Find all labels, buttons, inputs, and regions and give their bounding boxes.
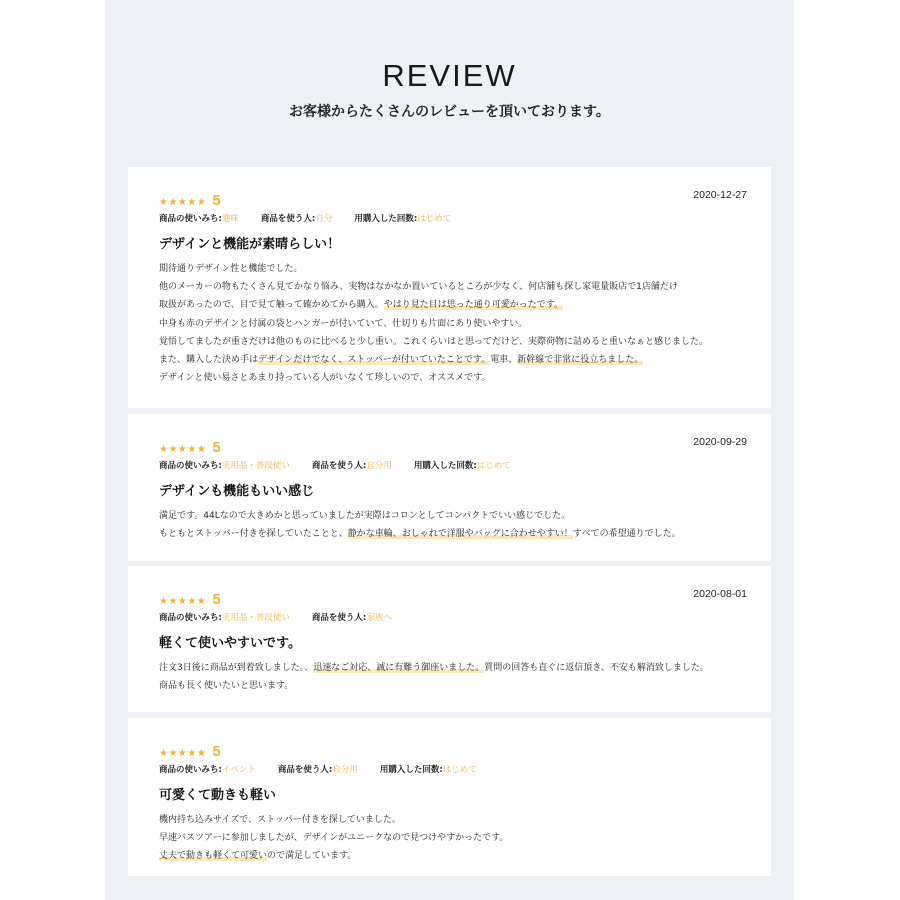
review-body xyxy=(159,507,771,543)
meta-label: 商品の使いみち: xyxy=(159,461,222,471)
meta-item xyxy=(159,212,239,224)
review-meta xyxy=(159,212,771,224)
meta-value: 実用品・普段使い xyxy=(221,613,290,623)
review-text: 機内持ち込みサイズで、ストッパー付きを探していました。 xyxy=(159,815,401,825)
meta-value: 自分用 xyxy=(366,461,392,471)
meta-value: 家族へ xyxy=(366,613,392,623)
review-line xyxy=(159,659,771,677)
review-title: デザインと機能が素晴らしい！ xyxy=(159,237,341,252)
highlighted-text: デザインだけでなく、ストッパーが付いていたことです。 xyxy=(258,355,491,366)
review-text: 期待通りデザイン性と機能でした。 xyxy=(159,264,303,274)
meta-label: 商品を使う人: xyxy=(311,613,367,623)
review-line xyxy=(159,278,771,296)
review-line xyxy=(159,829,771,847)
review-date: 2020-08-01 xyxy=(693,588,747,600)
review-body xyxy=(159,659,771,695)
review-text: 中身も赤のデザインと付属の袋とハンガーが付いていて、仕切りも片面にあり使いやすい。 xyxy=(159,318,528,329)
meta-label: 商品を使う人: xyxy=(311,461,367,471)
review-line xyxy=(159,296,771,314)
meta-value: はじめて xyxy=(476,461,511,471)
meta-item xyxy=(414,459,511,471)
review-text: 注文3日後に商品が到着致しました。、 xyxy=(159,663,314,673)
review-card-content xyxy=(128,718,771,866)
review-line xyxy=(159,507,771,525)
star-rating-icon: ★★★★★ xyxy=(159,197,207,208)
meta-item xyxy=(159,763,256,775)
rating-row xyxy=(159,743,771,761)
review-line xyxy=(159,369,771,387)
highlighted-text: 丈夫で動きも軽くて可愛い xyxy=(159,851,268,862)
review-text: すべての希望通りでした。 xyxy=(572,529,681,540)
rating-row xyxy=(159,192,771,210)
meta-label: 用購入した回数: xyxy=(354,214,418,224)
review-card xyxy=(128,167,771,408)
review-line xyxy=(159,315,771,333)
meta-item xyxy=(261,212,332,224)
highlighted-text: 迅速なご対応、誠に有難う御座いました。 xyxy=(313,663,485,673)
rating-score: 5 xyxy=(212,439,221,456)
review-line xyxy=(159,525,771,543)
meta-label: 商品の使いみち: xyxy=(159,214,222,224)
meta-label: 用購入した回数: xyxy=(413,461,477,471)
review-line xyxy=(159,811,771,829)
rating-row xyxy=(159,439,771,457)
review-text: また、購入した決め手は xyxy=(159,355,259,366)
meta-value: はじめて xyxy=(442,765,477,775)
meta-item xyxy=(354,212,451,224)
review-text: ので満足しています。 xyxy=(267,851,357,862)
review-text: 取扱があったので、目で見て触って確かめてから購入。 xyxy=(159,300,384,311)
review-card xyxy=(128,566,771,712)
review-meta xyxy=(159,611,771,623)
star-rating-icon: ★★★★★ xyxy=(159,596,207,607)
review-meta xyxy=(159,459,771,471)
review-date: 2020-09-29 xyxy=(693,436,747,448)
review-title: 可愛くて動きも軽い xyxy=(159,788,277,803)
review-body xyxy=(159,260,771,387)
meta-item xyxy=(159,611,290,623)
review-panel xyxy=(105,0,794,900)
review-line xyxy=(159,351,771,369)
review-card-content xyxy=(128,566,771,695)
rating-row xyxy=(159,591,771,609)
meta-item xyxy=(312,611,392,623)
review-text: 覚悟してましたが重さだけは他のものに比べると少し重い。これくらいはと思ってだけど、実際荷物に詰めると重いなぁと感じました。 xyxy=(159,336,709,347)
review-card xyxy=(128,414,771,561)
meta-item xyxy=(278,763,358,775)
review-text: 満足です。44Lなので大きめかと思っていましたが実際はコロンとしてコンパクトでいい感じでした。 xyxy=(159,511,571,521)
review-text: 質問の回答も直ぐに返信頂き、不安も解消致しました。 xyxy=(484,663,709,673)
review-line xyxy=(159,677,771,695)
meta-value: 趣味 xyxy=(221,214,239,224)
rating-score: 5 xyxy=(212,743,221,760)
review-card-content xyxy=(128,414,771,543)
page-title: REVIEW xyxy=(382,58,517,93)
review-title: デザインも機能もいい感じ xyxy=(159,484,315,499)
star-rating-icon: ★★★★★ xyxy=(159,444,207,455)
meta-label: 商品を使う人: xyxy=(260,214,316,224)
review-card-content xyxy=(128,167,771,387)
highlighted-text: 新幹線で非常に役立ちました。 xyxy=(517,355,644,366)
meta-label: 商品の使いみち: xyxy=(159,613,222,623)
review-line xyxy=(159,847,771,865)
meta-item xyxy=(159,459,290,471)
meta-value: 自分用 xyxy=(332,765,358,775)
meta-item xyxy=(380,763,477,775)
meta-value: イベント xyxy=(221,765,256,775)
star-rating-icon: ★★★★★ xyxy=(159,748,207,759)
rating-score: 5 xyxy=(212,591,221,608)
review-text: 電車、 xyxy=(490,355,518,366)
review-line xyxy=(159,260,771,278)
meta-label: 用購入した回数: xyxy=(379,765,443,775)
review-card xyxy=(128,718,771,876)
highlighted-text: やはり見た目は思った通り可愛かったです。 xyxy=(383,300,564,311)
review-text: もともとストッパー付きを探していたことと、 xyxy=(159,529,348,540)
review-text: 商品も長く使いたいと思います。 xyxy=(159,681,294,692)
meta-value: 自分 xyxy=(315,214,333,224)
review-date: 2020-12-27 xyxy=(693,189,747,201)
rating-score: 5 xyxy=(212,192,221,209)
review-line xyxy=(159,333,771,351)
meta-label: 商品の使いみち: xyxy=(159,765,222,775)
review-body xyxy=(159,811,771,866)
meta-item xyxy=(312,459,392,471)
review-text: 他のメーカーの物もたくさん見てかなり悩み、実物はなかなか置いているところが少なく、何店舗も探し家電量販店で1店舗だけ xyxy=(159,282,678,293)
review-text: デザインと使い易さとあまり持っている人がいなくて珍しいので、オススメです。 xyxy=(159,373,491,384)
highlighted-text: 静かな車輪、おしゃれで洋服やバッグに合わせやすい！ xyxy=(347,529,573,540)
review-meta xyxy=(159,763,771,775)
review-text: 早速バスツアーに参加しましたが、デザインがユニークなので見つけやすかったです。 xyxy=(159,833,509,844)
review-title: 軽くて使いやすいです。 xyxy=(159,636,301,651)
meta-value: はじめて xyxy=(417,214,452,224)
meta-label: 商品を使う人: xyxy=(277,765,333,775)
meta-value: 実用品・普段使い xyxy=(221,461,290,471)
page-subtitle: お客様からたくさんのレビューを頂いております。 xyxy=(289,104,610,120)
